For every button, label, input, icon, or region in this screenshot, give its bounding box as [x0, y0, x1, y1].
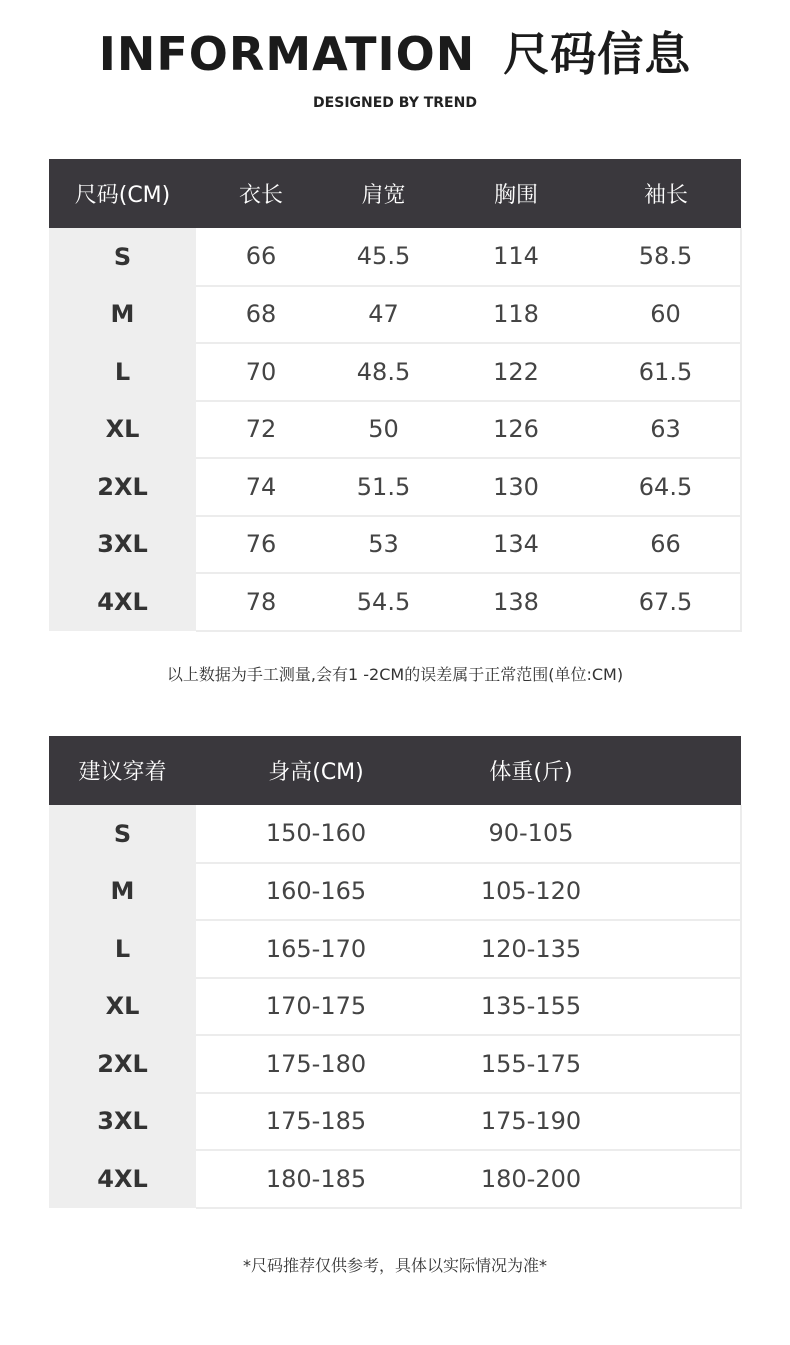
cell-sleeve: 67.5: [591, 573, 741, 631]
cell-spacer: [626, 1150, 741, 1208]
cell-shoulder: 54.5: [326, 573, 441, 631]
cell-weight: 175-190: [436, 1093, 626, 1151]
cell-sleeve: 66: [591, 516, 741, 574]
cell-length: 68: [196, 286, 326, 344]
cell-length: 70: [196, 343, 326, 401]
cell-length: 76: [196, 516, 326, 574]
table-row: [49, 1150, 741, 1208]
cell-spacer: [626, 805, 741, 863]
cell-weight: 120-135: [436, 920, 626, 978]
table-row: [49, 286, 741, 344]
cell-height: 175-180: [196, 1035, 436, 1093]
footer-note: *尺码推荐仅供参考，具体以实际情况为准*: [242, 1256, 547, 1275]
cell-chest: 118: [441, 286, 591, 344]
cell-length: 78: [196, 573, 326, 631]
table-row: [49, 343, 741, 401]
cell-weight: 155-175: [436, 1035, 626, 1093]
cell-shoulder: 53: [326, 516, 441, 574]
cell-weight: 105-120: [436, 863, 626, 921]
fit-table: [49, 736, 742, 1209]
cell-height: 150-160: [196, 805, 436, 863]
cell-height: 170-175: [196, 978, 436, 1036]
cell-shoulder: 50: [326, 401, 441, 459]
cell-chest: 130: [441, 458, 591, 516]
table-row: [49, 805, 741, 863]
size-label: M: [49, 286, 196, 344]
table-row: [49, 401, 741, 459]
cell-sleeve: 64.5: [591, 458, 741, 516]
title-en: INFORMATION: [98, 27, 476, 81]
cell-shoulder: 45.5: [326, 228, 441, 286]
cell-weight: 135-155: [436, 978, 626, 1036]
size-label: 4XL: [49, 1150, 196, 1208]
size-label: 2XL: [49, 1035, 196, 1093]
cell-height: 165-170: [196, 920, 436, 978]
cell-chest: 114: [441, 228, 591, 286]
measurement-note: 以上数据为手工测量,会有1 -2CM的误差属于正常范围(单位:CM): [166, 665, 624, 684]
cell-spacer: [626, 863, 741, 921]
size-label: S: [49, 805, 196, 863]
cell-shoulder: 47: [326, 286, 441, 344]
table-row: [49, 920, 741, 978]
size-label: L: [49, 920, 196, 978]
cell-chest: 126: [441, 401, 591, 459]
size-label: L: [49, 343, 196, 401]
header-sleeve: 袖长: [591, 159, 741, 228]
cell-shoulder: 48.5: [326, 343, 441, 401]
page-title: [0, 22, 790, 86]
size-label: 2XL: [49, 458, 196, 516]
size-table: [49, 159, 742, 632]
fit-table-header: [49, 736, 741, 805]
cell-spacer: [626, 920, 741, 978]
table-row: [49, 516, 741, 574]
cell-sleeve: 58.5: [591, 228, 741, 286]
header-shoulder: 肩宽: [326, 159, 441, 228]
header-spacer: [626, 736, 741, 805]
size-label: M: [49, 863, 196, 921]
header-recommended: 建议穿着: [49, 736, 196, 805]
table-row: [49, 1093, 741, 1151]
header-length: 衣长: [196, 159, 326, 228]
cell-height: 160-165: [196, 863, 436, 921]
cell-spacer: [626, 978, 741, 1036]
cell-sleeve: 60: [591, 286, 741, 344]
cell-weight: 90-105: [436, 805, 626, 863]
table-row: [49, 978, 741, 1036]
header-weight: 体重(斤): [436, 736, 626, 805]
size-label: XL: [49, 978, 196, 1036]
cell-chest: 122: [441, 343, 591, 401]
cell-chest: 138: [441, 573, 591, 631]
size-label: 3XL: [49, 1093, 196, 1151]
cell-height: 175-185: [196, 1093, 436, 1151]
cell-spacer: [626, 1035, 741, 1093]
size-label: XL: [49, 401, 196, 459]
size-label: 3XL: [49, 516, 196, 574]
cell-spacer: [626, 1093, 741, 1151]
size-table-header: [49, 159, 741, 228]
cell-length: 66: [196, 228, 326, 286]
size-label: S: [49, 228, 196, 286]
cell-length: 72: [196, 401, 326, 459]
header-height: 身高(CM): [196, 736, 436, 805]
cell-length: 74: [196, 458, 326, 516]
cell-chest: 134: [441, 516, 591, 574]
table-row: [49, 458, 741, 516]
table-row: [49, 1035, 741, 1093]
table-row: [49, 573, 741, 631]
cell-shoulder: 51.5: [326, 458, 441, 516]
cell-sleeve: 61.5: [591, 343, 741, 401]
table-row: [49, 863, 741, 921]
header-size: 尺码(CM): [49, 159, 196, 228]
cell-weight: 180-200: [436, 1150, 626, 1208]
cell-sleeve: 63: [591, 401, 741, 459]
table-row: [49, 228, 741, 286]
page-subtitle: DESIGNED BY TREND: [313, 95, 477, 111]
size-label: 4XL: [49, 573, 196, 631]
header-chest: 胸围: [441, 159, 591, 228]
cell-height: 180-185: [196, 1150, 436, 1208]
title-cn: 尺码信息: [503, 27, 692, 81]
